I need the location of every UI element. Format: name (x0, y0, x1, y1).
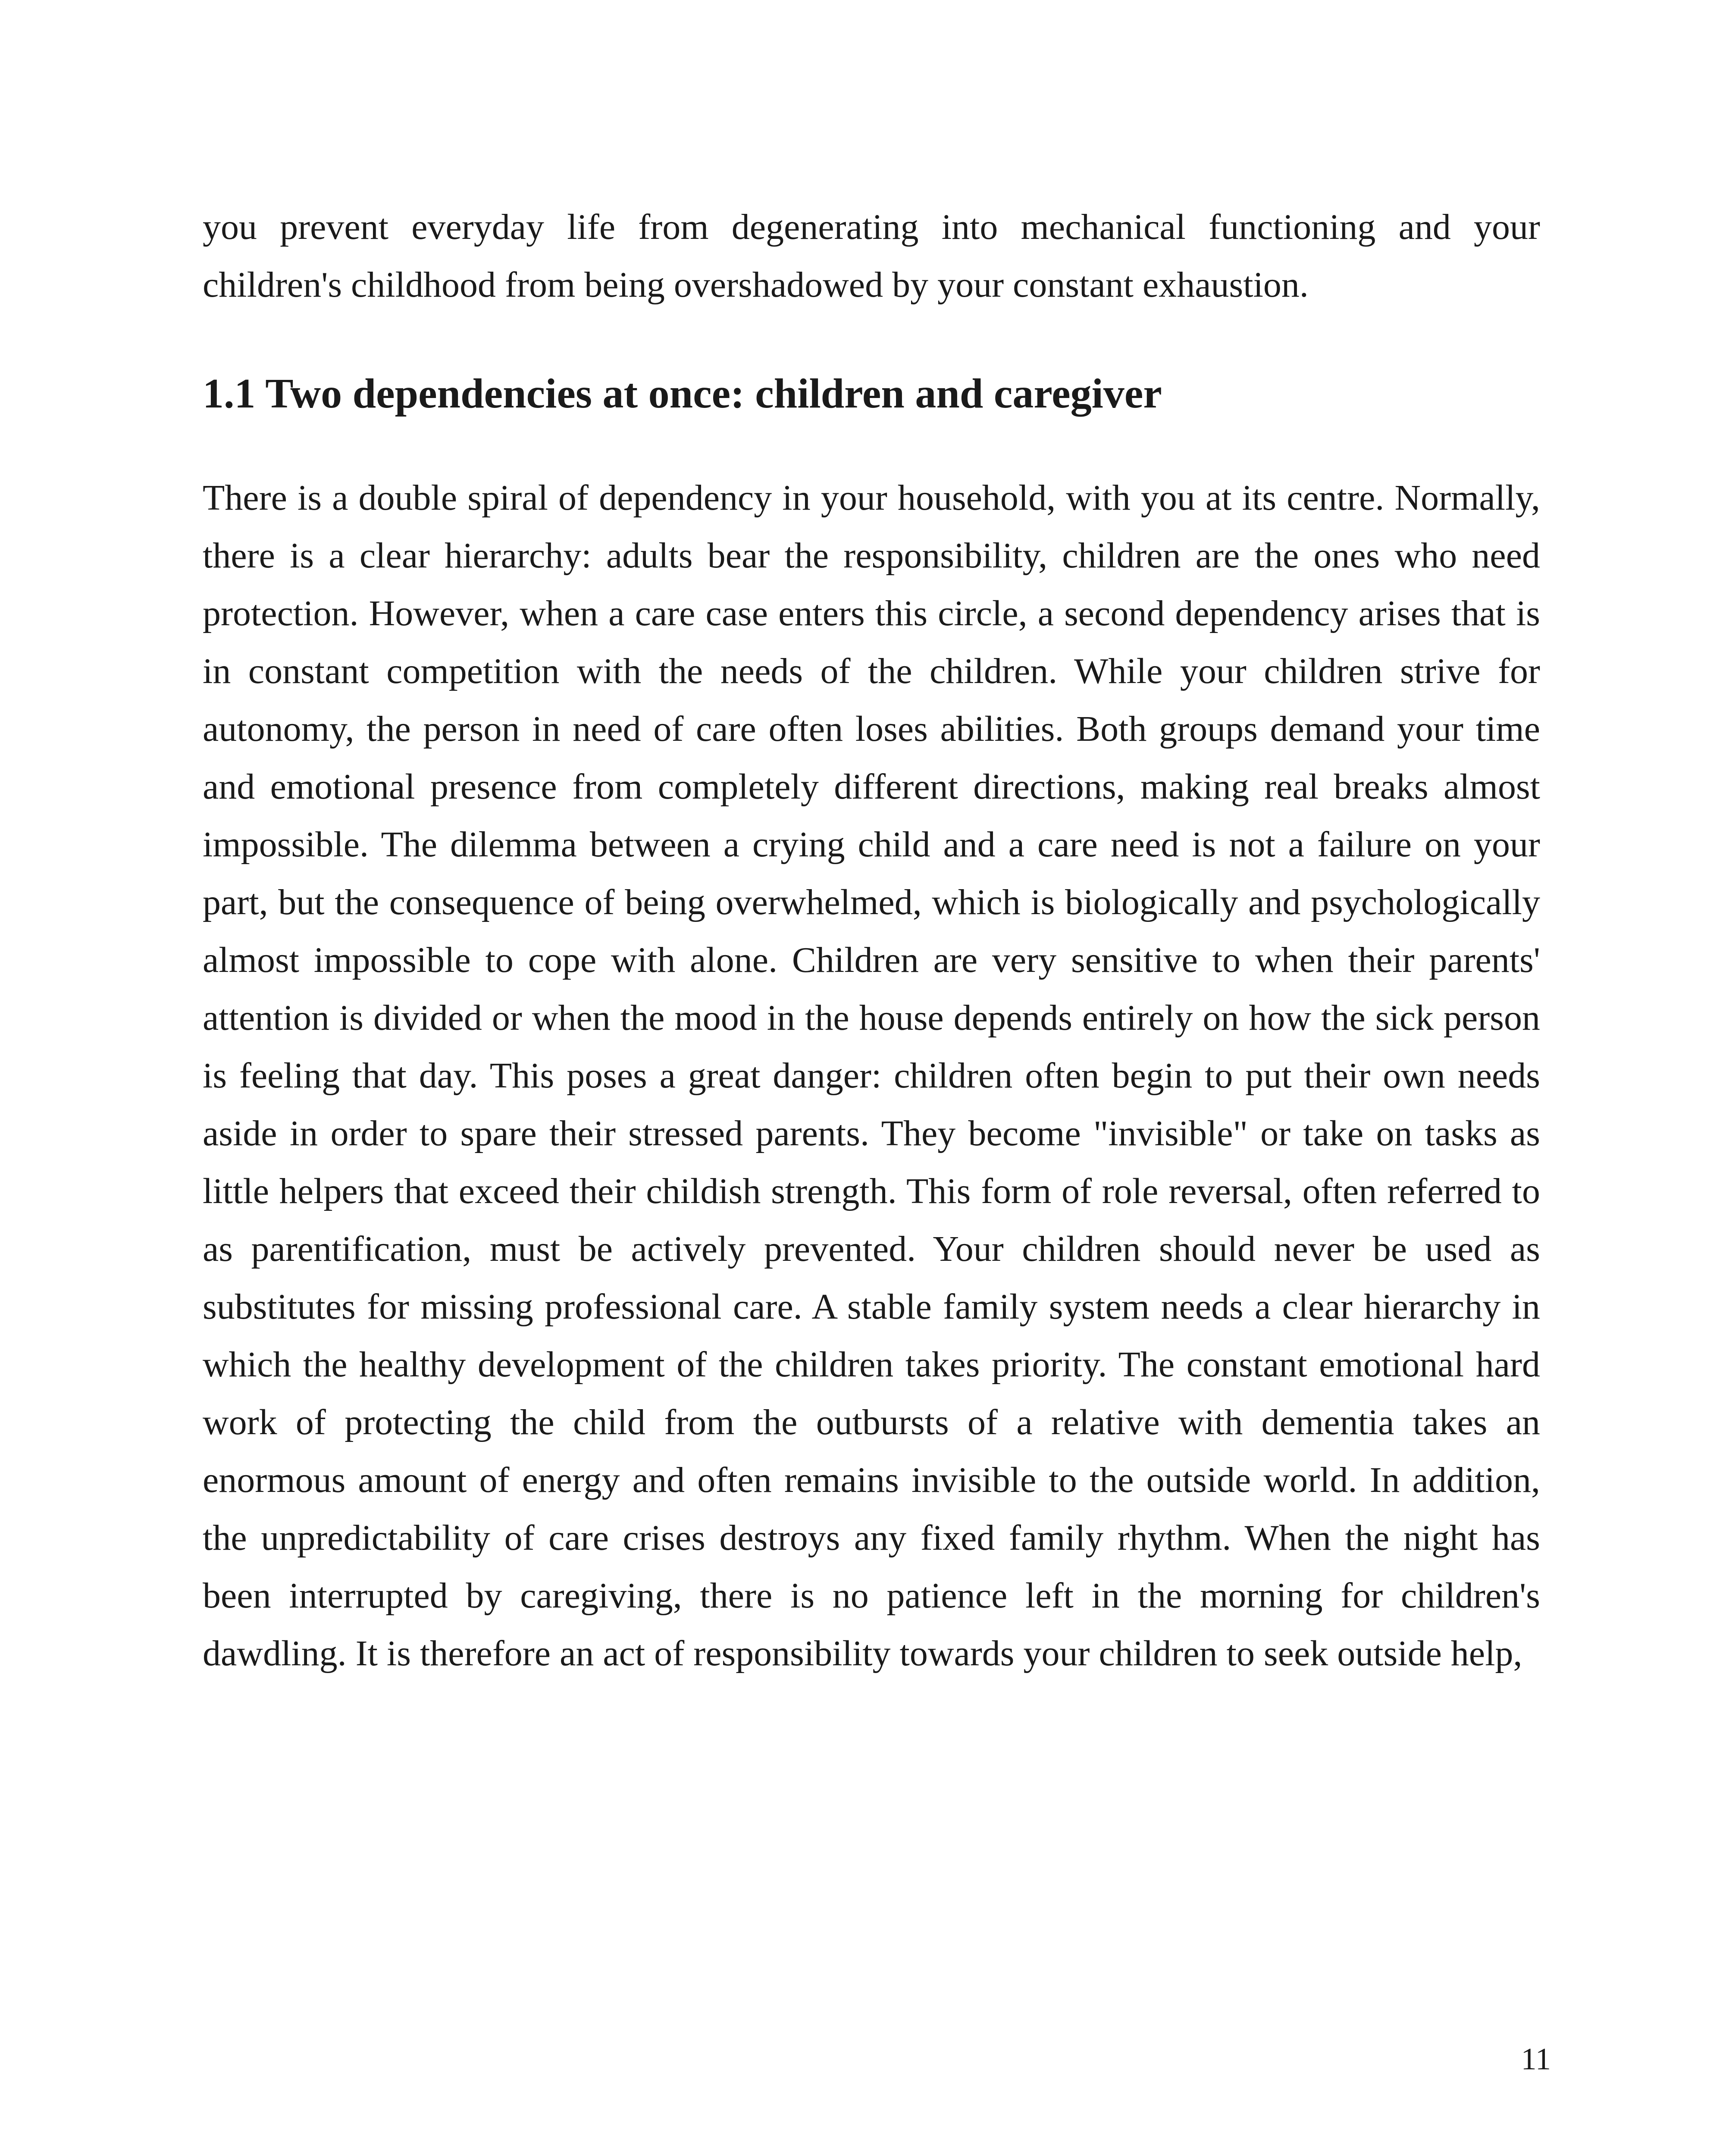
body-paragraph: There is a double spiral of dependency in your household, with you at its centre. Normally, there is a clear hierarchy: adults bear the responsibility, children are the ones who need protection. However, when a care case enters this circle, a second dependency arises that is in constant competition with the needs of the children. While your children strive for autonomy, the person in need of care often loses abilities. Both groups demand your time and emotional presence from completely different directions, making real breaks almost impossible. The dilemma between a crying child and a care need is not a failure on your part, but the consequence of being overwhelmed, which is biologically and psychologically almost impossible to cope with alone. Children are very sensitive to when their parents' attention is divided or when the mood in the house depends entirely on how the sick person is feeling that day. This poses a great danger: children often begin to put their own needs aside in order to spare their stressed parents. They become "invisible" or take on tasks as little helpers that exceed their childish strength. This form of role reversal, often referred to as parentification, must be actively prevented. Your children should never be used as substitutes for missing professional care. A stable family system needs a clear hierarchy in which the healthy development of the children takes priority. The constant emotional hard work of protecting the child from the outbursts of a relative with dementia takes an enormous amount of energy and often remains invisible to the outside world. In addition, the unpredictability of care crises destroys any fixed family rhythm. When the night has been interrupted by caregiving, there is no patience left in the morning for children's dawdling. It is therefore an act of responsibility towards your children to seek outside help, (203, 478, 1540, 1673)
intro-paragraph: you prevent everyday life from degenerating into mechanical functioning and your children's childhood from being overshadowed by your constant exhaustion. (203, 207, 1540, 305)
section-heading: 1.1 Two dependencies at once: children and caregiver (203, 370, 1162, 417)
page-number: 11 (1521, 2042, 1551, 2076)
page-content (203, 198, 1540, 1683)
